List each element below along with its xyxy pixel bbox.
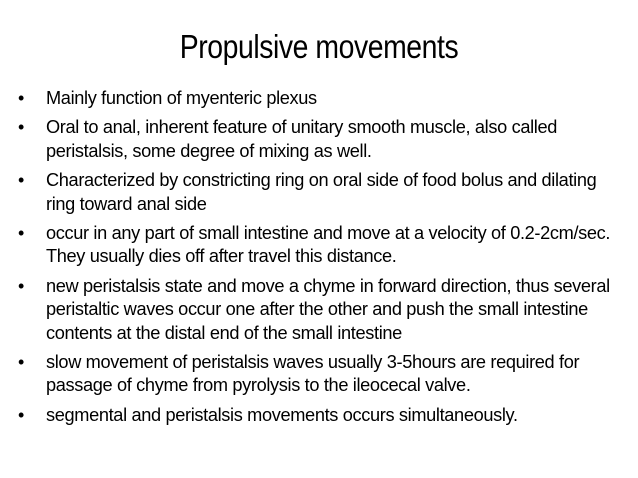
bullet-line: peristaltic waves occur one after the other and push the small intestine [46, 299, 588, 320]
bullet-line: slow movement of peristalsis waves usually 3-5hours are required for [46, 352, 580, 373]
bullet-item-5 [18, 275, 630, 345]
bullet-line: contents at the distal end of the small intestine [46, 322, 402, 343]
bullet-line: passage of chyme from pyrolysis to the ileocecal valve. [46, 375, 471, 396]
bullet-line: ring toward anal side [46, 193, 207, 214]
bullet-item-3 [18, 169, 630, 216]
bullet-item-1 [18, 87, 630, 110]
bullet-icon: • [18, 88, 25, 108]
bullet-line: peristalsis, some degree of mixing as well. [46, 140, 372, 161]
bullet-line: Oral to anal, inherent feature of unitary smooth muscle, also called [46, 117, 557, 138]
bullet-text [46, 87, 630, 110]
bullet-line: new peristalsis state and move a chyme in forward direction, thus several [46, 275, 610, 296]
bullet-icon: • [18, 275, 25, 296]
bullet-item-4 [18, 222, 630, 269]
bullet-text [46, 351, 630, 398]
slide-title: Propulsive movements [179, 28, 459, 65]
bullet-item-7 [18, 404, 630, 427]
bullet-icon: • [18, 117, 25, 138]
bullet-text [46, 116, 630, 163]
bullet-item-2 [18, 116, 630, 163]
bullet-item-6 [18, 351, 630, 398]
bullet-text [46, 222, 630, 269]
bullet-text [46, 275, 630, 345]
bullet-icon: • [18, 352, 25, 373]
bullet-line: segmental and peristalsis movements occurs simultaneously. [46, 404, 518, 425]
bullet-icon: • [18, 170, 25, 191]
bullet-icon: • [18, 223, 25, 244]
bullet-line: They usually dies off after travel this distance. [46, 246, 397, 267]
bullet-list [18, 87, 630, 433]
bullet-line: Mainly function of myenteric plexus [46, 88, 317, 108]
bullet-text [46, 404, 630, 427]
bullet-text [46, 169, 630, 216]
bullet-line: Characterized by constricting ring on oral side of food bolus and dilating [46, 170, 597, 191]
bullet-icon: • [18, 404, 25, 425]
bullet-line: occur in any part of small intestine and move at a velocity of 0.2-2cm/sec. [46, 223, 611, 244]
